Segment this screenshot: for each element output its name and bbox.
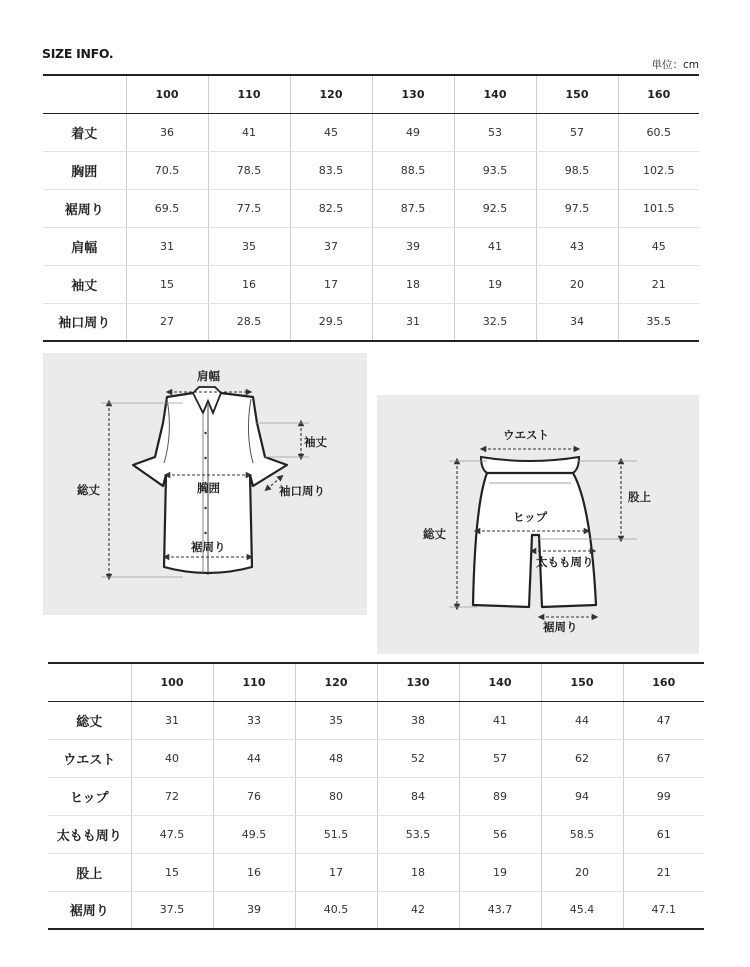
table-cell: 76 [213, 777, 295, 815]
corner-cell [48, 663, 131, 701]
table-row [43, 113, 699, 151]
table-cell: 16 [208, 265, 290, 303]
table-cell: 99 [623, 777, 704, 815]
table-cell: 18 [377, 853, 459, 891]
pants-size-header-row [48, 663, 704, 701]
table-cell: 88.5 [372, 151, 454, 189]
table-cell: 41 [459, 701, 541, 739]
table-cell: 48 [295, 739, 377, 777]
size-header: 130 [372, 75, 454, 113]
table-cell: 70.5 [126, 151, 208, 189]
table-cell: 51.5 [295, 815, 377, 853]
table-row [43, 151, 699, 189]
table-cell: 35 [295, 701, 377, 739]
hem-label: 裾周り [543, 620, 578, 634]
table-cell: 53.5 [377, 815, 459, 853]
table-cell: 58.5 [541, 815, 623, 853]
table-cell: 72 [131, 777, 213, 815]
row-label: 裾周り [43, 189, 126, 227]
table-cell: 32.5 [454, 303, 536, 341]
row-label: ヒップ [48, 777, 131, 815]
table-cell: 89 [459, 777, 541, 815]
table-cell: 31 [131, 701, 213, 739]
table-cell: 62 [541, 739, 623, 777]
rise-label: 股上 [628, 490, 651, 504]
table-cell: 44 [541, 701, 623, 739]
size-info-heading: SIZE INFO. [42, 46, 114, 61]
table-cell: 53 [454, 113, 536, 151]
table-cell: 83.5 [290, 151, 372, 189]
chest-label: 胸囲 [197, 481, 220, 495]
waist-label: ウエスト [503, 428, 549, 442]
shirt-size-table [43, 74, 699, 342]
table-cell: 16 [213, 853, 295, 891]
size-header: 110 [213, 663, 295, 701]
table-cell: 94 [541, 777, 623, 815]
table-cell: 28.5 [208, 303, 290, 341]
table-cell: 47.5 [131, 815, 213, 853]
size-header: 140 [459, 663, 541, 701]
table-cell: 21 [623, 853, 704, 891]
size-header: 140 [454, 75, 536, 113]
table-cell: 37 [290, 227, 372, 265]
table-cell: 92.5 [454, 189, 536, 227]
table-cell: 18 [372, 265, 454, 303]
row-label: 太もも周り [48, 815, 131, 853]
size-header: 150 [541, 663, 623, 701]
total-length-label: 総丈 [77, 483, 100, 497]
table-cell: 47.1 [651, 903, 676, 917]
table-cell: 57 [459, 739, 541, 777]
table-cell: 84 [377, 777, 459, 815]
table-cell: 43 [536, 227, 618, 265]
table-cell: 41 [208, 113, 290, 151]
size-header: 100 [126, 75, 208, 113]
table-cell: 20 [541, 853, 623, 891]
size-header: 150 [536, 75, 618, 113]
table-cell: 87.5 [372, 189, 454, 227]
table-cell: 17 [290, 265, 372, 303]
size-header: 120 [295, 663, 377, 701]
pants-size-table [48, 662, 704, 930]
unit-label: 単位：cm [651, 59, 699, 71]
size-header: 100 [131, 663, 213, 701]
sleeve-length-label: 袖丈 [304, 435, 327, 449]
row-label: 袖口周り [43, 303, 126, 341]
table-cell: 57 [536, 113, 618, 151]
table-cell: 56 [459, 815, 541, 853]
table-cell: 33 [213, 701, 295, 739]
table-cell: 67 [623, 739, 704, 777]
table-cell: 17 [295, 853, 377, 891]
table-cell: 34 [536, 303, 618, 341]
thigh-label: 太もも周り [536, 555, 594, 569]
table-cell: 98.5 [536, 151, 618, 189]
table-cell: 45 [618, 227, 699, 265]
size-header: 160 [623, 663, 704, 701]
table-cell: 44 [213, 739, 295, 777]
shirt-measurement-diagram [43, 353, 367, 615]
table-cell: 40 [131, 739, 213, 777]
table-row [48, 701, 704, 739]
table-row [48, 777, 704, 815]
table-cell: 19 [459, 853, 541, 891]
size-header: 120 [290, 75, 372, 113]
table-cell: 36 [126, 113, 208, 151]
table-cell: 15 [131, 853, 213, 891]
table-cell: 47 [623, 701, 704, 739]
table-cell: 97.5 [536, 189, 618, 227]
table-cell: 29.5 [290, 303, 372, 341]
pants-outline [473, 473, 596, 607]
table-cell: 93.5 [454, 151, 536, 189]
table-cell: 77.5 [208, 189, 290, 227]
table-row [43, 189, 699, 227]
size-header: 110 [208, 75, 290, 113]
table-row [43, 227, 699, 265]
table-cell: 37.5 [131, 891, 213, 929]
table-row [48, 891, 704, 929]
table-cell: 45.4 [541, 891, 623, 929]
table-cell: 20 [536, 265, 618, 303]
table-cell: 49.5 [213, 815, 295, 853]
table-cell: 82.5 [290, 189, 372, 227]
row-label: 着丈 [43, 113, 126, 151]
hem-label: 裾周り [191, 540, 226, 554]
table-cell: 43.7 [459, 891, 541, 929]
cuff-label: 袖口周り [279, 484, 325, 498]
table-cell: 40.5 [295, 891, 377, 929]
table-cell: 31 [372, 303, 454, 341]
row-label: 股上 [48, 853, 131, 891]
table-cell: 52 [377, 739, 459, 777]
table-cell: 60.5 [618, 113, 699, 151]
corner-cell [43, 75, 126, 113]
hip-label: ヒップ [513, 510, 548, 524]
row-label: 胸囲 [43, 151, 126, 189]
table-cell: 39 [372, 227, 454, 265]
total-length-label: 総丈 [423, 527, 446, 541]
table-row [48, 815, 704, 853]
shoulder-width-label: 肩幅 [197, 369, 220, 383]
table-row [43, 303, 699, 341]
table-cell: 19 [454, 265, 536, 303]
table-cell: 69.5 [126, 189, 208, 227]
table-cell: 15 [126, 265, 208, 303]
pants-measurement-diagram [377, 395, 699, 654]
table-cell: 39 [213, 891, 295, 929]
table-cell: 35 [208, 227, 290, 265]
row-label: 袖丈 [43, 265, 126, 303]
pants-waistband [481, 457, 579, 473]
size-header: 160 [618, 75, 699, 113]
table-cell: 21 [618, 265, 699, 303]
table-cell: 42 [377, 891, 459, 929]
table-cell: 49 [372, 113, 454, 151]
table-cell: 102.5 [618, 151, 699, 189]
table-cell: 61 [623, 815, 704, 853]
table-cell: 45 [290, 113, 372, 151]
size-header: 130 [377, 663, 459, 701]
table-row [48, 853, 704, 891]
row-label: 裾周り [48, 891, 131, 929]
row-label: 総丈 [48, 701, 131, 739]
table-cell: 38 [377, 701, 459, 739]
table-cell: 41 [454, 227, 536, 265]
shirt-size-header-row [43, 75, 699, 113]
table-cell: 80 [295, 777, 377, 815]
table-cell: 35.5 [646, 315, 671, 329]
table-cell: 31 [126, 227, 208, 265]
table-cell: 101.5 [618, 189, 699, 227]
table-cell: 78.5 [208, 151, 290, 189]
row-label: 肩幅 [43, 227, 126, 265]
table-row [43, 265, 699, 303]
table-row [48, 739, 704, 777]
table-cell: 27 [126, 303, 208, 341]
row-label: ウエスト [48, 739, 131, 777]
